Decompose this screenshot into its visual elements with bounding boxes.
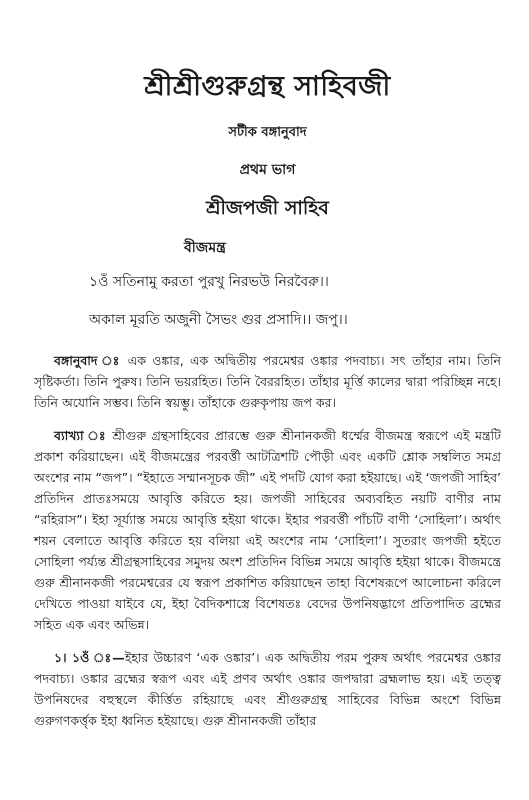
bij-heading: বীজমন্ত্র bbox=[184, 240, 226, 256]
point-1-paragraph bbox=[34, 647, 501, 731]
translation-label: বঙ্গানুবাদ ঃ bbox=[54, 353, 122, 368]
section-title: শ্রীজপজী সাহিব bbox=[206, 197, 329, 219]
explanation-text: শ্রীগুরু গ্রন্থসাহিবের প্রারম্ভে গুরু শ্রীনানকজী ধর্ম্মের বীজমন্ত্র স্বরূপে এই মন্ত্রটি প্রকাশ করিয়াছেন। এই বীজমন্ত্রের পরবর্ত্তী আটত্রিশটি পৌড়ী এবং একটি শ্লোক সম্বলিত সমগ্র অংশের নাম “জপ”। “ইহাতে সম্মানসূচক জী” এই পদটি যোগ করা হইয়াছে। এই ‘জপজী সাহিব’ প্রতিদিন প্রাতঃসময়ে আবৃত্তি করিতে হয়। জপজী সাহিবের অব্যবহিত নয়টি বাণীর নাম “রহিরাস”। ইহা সূর্য্যাস্ত সময়ে আবৃত্তি হইয়া থাকে। ইহার পরবর্ত্তী পাঁচটি বাণী ‘সোহিলা’। অর্থাৎ শয়ন বেলাতে আবৃত্তি করিতে হয় বলিয়া এই অংশের নাম ‘সোহিলা’। সুতরাং জপজী হইতে সোহিলা পর্য্যন্ত শ্রীগ্রন্থসাহিবের সমুদয় অংশ প্রতিদিন বিভিন্ন সময়ে আবৃত্তি হইয়া থাকে। বীজমন্ত্রে গুরু শ্রীনানকজী পরমেশ্বরের যে স্বরূপ প্রকাশিত করিয়াছেন তাহা বিশেষরূপে আলোচনা করিলে দেখিতে পাওয়া যাইবে যে, ইহা বৈদিকশাস্ত্রে বিশেষতঃ বেদের উপনিষদ্ভাগে প্রতিপাদিত ব্রহ্মের সহিত এক এবং অভিন্ন। bbox=[34, 428, 501, 632]
translation-paragraph bbox=[34, 350, 501, 413]
mantra-line-2: অকাল মূরতি অজুনী সৈভং গুর প্রসাদি।। জপু।। bbox=[89, 312, 348, 328]
mantra-line-1: ১ওঁ সতিনামু করতা পুরখু নিরভউ নিরবৈরু।। bbox=[89, 274, 329, 290]
explanation-label: ব্যাখ্যা ঃ bbox=[54, 428, 107, 443]
point-1-label: ১। ১ওঁ ঃ— bbox=[54, 650, 125, 665]
book-subtitle: সটীক বঙ্গানুবাদ bbox=[228, 125, 307, 140]
book-title: শ্রীশ্রীগুরুগ্রন্থ সাহিবজী bbox=[144, 71, 391, 102]
explanation-paragraph bbox=[34, 425, 501, 635]
part-heading: প্রথম ভাগ bbox=[239, 162, 296, 178]
point-1-text: ইহার উচ্চারণ ‘এক ওঙ্কার’। এক অদ্বিতীয় পরম পুরুষ অর্থাৎ পরমেশ্বর ওঙ্কার পদবাচ্য। ওঙ্কার ব্রহ্মের স্বরূপ এবং এই প্রণব অর্থাৎ ওঙ্কার জপদ্বারা ব্রহ্মলাভ হয়। এই তত্ত্ব উপনিষদের বহুস্থলে কীর্ত্তিত রহিয়াছে এবং শ্রীগুরুগ্রন্থ সাহিবের বিভিন্ন অংশে বিভিন্ন গুরুগণকর্ত্তৃক ইহা ধ্বনিত হইয়াছে। গুরু শ্রীনানকজী তাঁহার bbox=[34, 650, 502, 728]
translation-text: এক ওঙ্কার, এক অদ্বিতীয় পরমেশ্বর ওঙ্কার পদবাচ্য। সৎ তাঁহার নাম। তিনি সৃষ্টিকর্তা। তিনি পুরুষ। তিনি ভয়রহিত। তিনি বৈররহিত। তাঁহার মূর্ত্তি কালের দ্বারা পরিচ্ছিন্ন নহে। তিনি অযোনি সম্ভব। তিনি স্বয়ম্ভু। তাঁহাকে গুরুকৃপায় জপ কর। bbox=[34, 353, 501, 410]
